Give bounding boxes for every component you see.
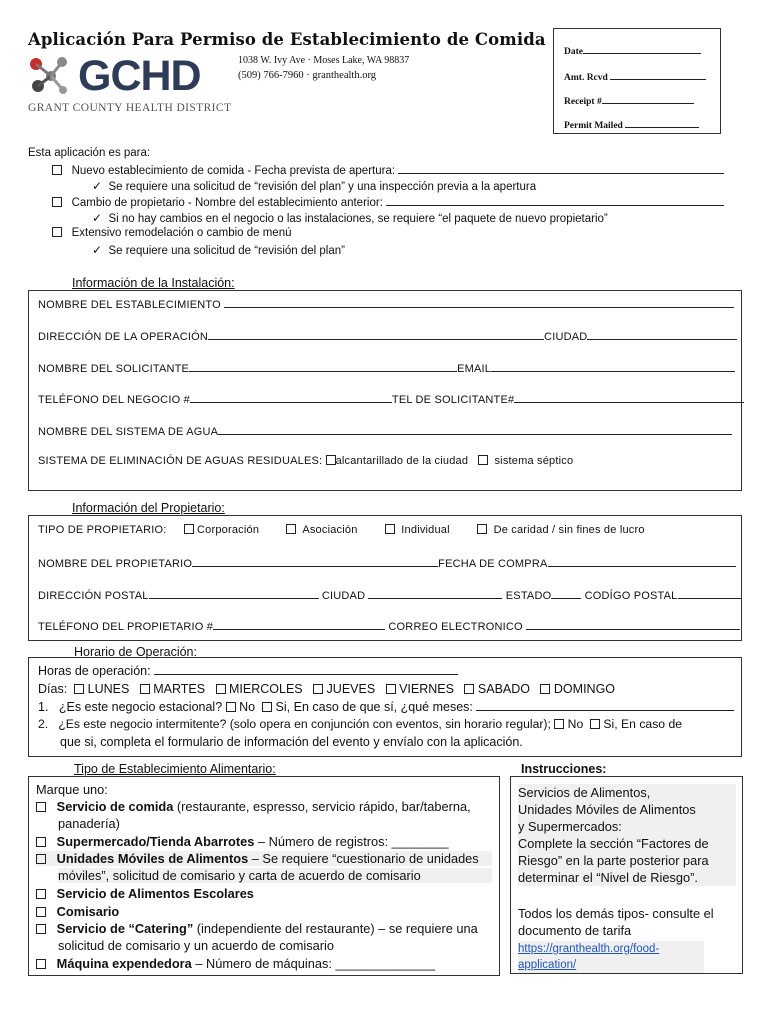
seasonal-no-checkbox[interactable] [226, 702, 236, 712]
application-intro: Esta aplicación es para: [28, 147, 151, 159]
establishment-section-title: Tipo de Establecimiento Alimentario: [74, 762, 276, 776]
mobile-unit-option[interactable]: Unidades Móviles de Alimentos – Se requiere “cuestionario de unidades [36, 851, 492, 866]
vending-option[interactable]: Máquina expendedora – Número de máquinas: ______________ [36, 956, 435, 971]
office-use-box [553, 28, 721, 134]
receipt-field[interactable]: Receipt # [564, 93, 694, 107]
mobile-unit-cont: móviles”, solicitud de comisario y carta de acuerdo de comisario [58, 868, 492, 883]
change-owner-checkbox[interactable] [52, 197, 62, 207]
wednesday-checkbox[interactable] [216, 684, 226, 694]
seasonal-months-field[interactable] [476, 700, 734, 711]
seasonal-question: 1. ¿Es este negocio estacional? No Si, En caso de que sí, ¿qué meses: [38, 700, 734, 714]
catering-checkbox[interactable] [36, 924, 46, 934]
fee-document-link[interactable]: https://granthealth.org/food- application/ [518, 941, 704, 973]
option-remodel-note: ✓ Se requiere una solicitud de “revisión del plan” [92, 243, 345, 257]
amount-received-field[interactable]: Amt. Rcvd [564, 69, 706, 83]
mobile-unit-checkbox[interactable] [36, 854, 46, 864]
option-new-establishment[interactable]: Nuevo establecimiento de comida - Fecha prevista de apertura: [52, 163, 724, 177]
catering-option[interactable]: Servicio de “Catering” (independiente del restaurante) – se requiere una [36, 921, 478, 936]
mark-one-label: Marque uno: [36, 782, 108, 797]
vending-checkbox[interactable] [36, 959, 46, 969]
corporation-checkbox[interactable] [184, 524, 194, 534]
owner-name-field[interactable]: NOMBRE DEL PROPIETARIO FECHA DE COMPRA [38, 556, 736, 570]
owner-section-title: Información del Propietario: [72, 501, 225, 515]
seasonal-yes-checkbox[interactable] [262, 702, 272, 712]
commissary-checkbox[interactable] [36, 907, 46, 917]
org-address: 1038 W. Ivy Ave · Moses Lake, WA 98837 [238, 55, 410, 66]
instructions-block-1: Servicios de Alimentos, Unidades Móviles de Alimentos y Supermercados: Complete la sección “Factores de Riesgo” en la parte posterior para determinar el “Nivel de Riesgo”. [518, 784, 736, 886]
business-phone-field[interactable]: TELÉFONO DEL NEGOCIO # TEL DE SOLICITANTE# [38, 392, 744, 406]
establishment-name-field[interactable]: NOMBRE DEL ESTABLECIMIENTO [38, 297, 734, 311]
instructions-block-2: Todos los demás tipos- consulte el documento de tarifa [518, 906, 714, 938]
intermittent-yes-checkbox[interactable] [590, 719, 600, 729]
septic-checkbox[interactable] [478, 455, 488, 465]
school-food-option[interactable]: Servicio de Alimentos Escolares [36, 886, 254, 901]
option-remodel[interactable]: Extensivo remodelación o cambio de menú [52, 227, 292, 239]
option-change-owner[interactable]: Cambio de propietario - Nombre del establecimiento anterior: [52, 195, 724, 209]
intermittent-no-checkbox[interactable] [554, 719, 564, 729]
thursday-checkbox[interactable] [313, 684, 323, 694]
owner-phone-field[interactable]: TELÉFONO DEL PROPIETARIO # CORREO ELECTRONICO [38, 619, 740, 633]
remodel-checkbox[interactable] [52, 227, 62, 237]
option-new-note: ✓ Se requiere una solicitud de “revisión del plan” y una inspección previa a la apertura [92, 179, 537, 193]
sunday-checkbox[interactable] [540, 684, 550, 694]
option-change-note: ✓ Si no hay cambios en el negocio o las instalaciones, se requiere “el paquete de nuevo propietario” [92, 211, 608, 225]
saturday-checkbox[interactable] [464, 684, 474, 694]
operation-address-field[interactable]: DIRECCIÓN DE LA OPERACIÓN CIUDAD [38, 329, 737, 343]
date-field[interactable]: Date [564, 43, 701, 57]
form-title: Aplicación Para Permiso de Establecimiento de Comida [28, 30, 546, 49]
gchd-logo-icon [26, 52, 76, 102]
logo-wordmark: GCHD [78, 52, 201, 100]
org-phone: (509) 766-7960 · granthealth.org [238, 70, 377, 81]
grocery-checkbox[interactable] [36, 837, 46, 847]
food-service-cont: panadería) [58, 816, 120, 831]
nonprofit-checkbox[interactable] [477, 524, 487, 534]
checkmark-icon: ✓ [92, 179, 103, 193]
days-row: Días: LUNES MARTES MIERCOLES JUEVES VIERNES SABADO DOMINGO [38, 682, 616, 696]
new-establishment-checkbox[interactable] [52, 165, 62, 175]
facility-section-title: Información de la Instalación: [72, 276, 235, 290]
association-checkbox[interactable] [286, 524, 296, 534]
schedule-section-title: Horario de Operación: [74, 645, 197, 659]
checkmark-icon: ✓ [92, 243, 103, 257]
org-name: GRANT COUNTY HEALTH DISTRICT [28, 102, 232, 114]
checkmark-icon: ✓ [92, 211, 103, 225]
city-sewer-checkbox[interactable] [326, 455, 336, 465]
monday-checkbox[interactable] [74, 684, 84, 694]
intermittent-note: que si, completa el formulario de información del evento y envíalo con la aplicación. [60, 735, 523, 749]
permit-mailed-field[interactable]: Permit Mailed [564, 117, 699, 131]
individual-checkbox[interactable] [385, 524, 395, 534]
applicant-name-field[interactable]: NOMBRE DEL SOLICITANTE EMAIL [38, 361, 735, 375]
food-service-option[interactable]: Servicio de comida (restaurante, espresso, servicio rápido, bar/taberna, [36, 799, 471, 814]
food-service-checkbox[interactable] [36, 802, 46, 812]
friday-checkbox[interactable] [386, 684, 396, 694]
grocery-option[interactable]: Supermercado/Tienda Abarrotes – Número de registros: ________ [36, 834, 449, 849]
instructions-title: Instrucciones: [521, 762, 607, 776]
hours-field[interactable]: Horas de operación: [38, 664, 458, 678]
tuesday-checkbox[interactable] [140, 684, 150, 694]
mailing-address-field[interactable]: DIRECCIÓN POSTAL CIUDAD ESTADO CODÍGO POSTAL [38, 588, 742, 602]
school-food-checkbox[interactable] [36, 889, 46, 899]
commissary-option[interactable]: Comisario [36, 904, 119, 919]
catering-cont: solicitud de comisario y un acuerdo de comisario [58, 938, 334, 953]
sewage-system-field: SISTEMA DE ELIMINACIÓN DE AGUAS RESIDUALES: alcantarillado de la ciudad sistema séptico [38, 455, 574, 467]
intermittent-question: 2. ¿Es este negocio intermitente? (solo opera en conjunción con eventos, sin horario regular); No Si, En caso de [38, 717, 683, 731]
owner-type-row: TIPO DE PROPIETARIO: Corporación Asociación Individual De caridad / sin fines de lucro [38, 524, 645, 536]
water-system-field[interactable]: NOMBRE DEL SISTEMA DE AGUA [38, 424, 732, 438]
